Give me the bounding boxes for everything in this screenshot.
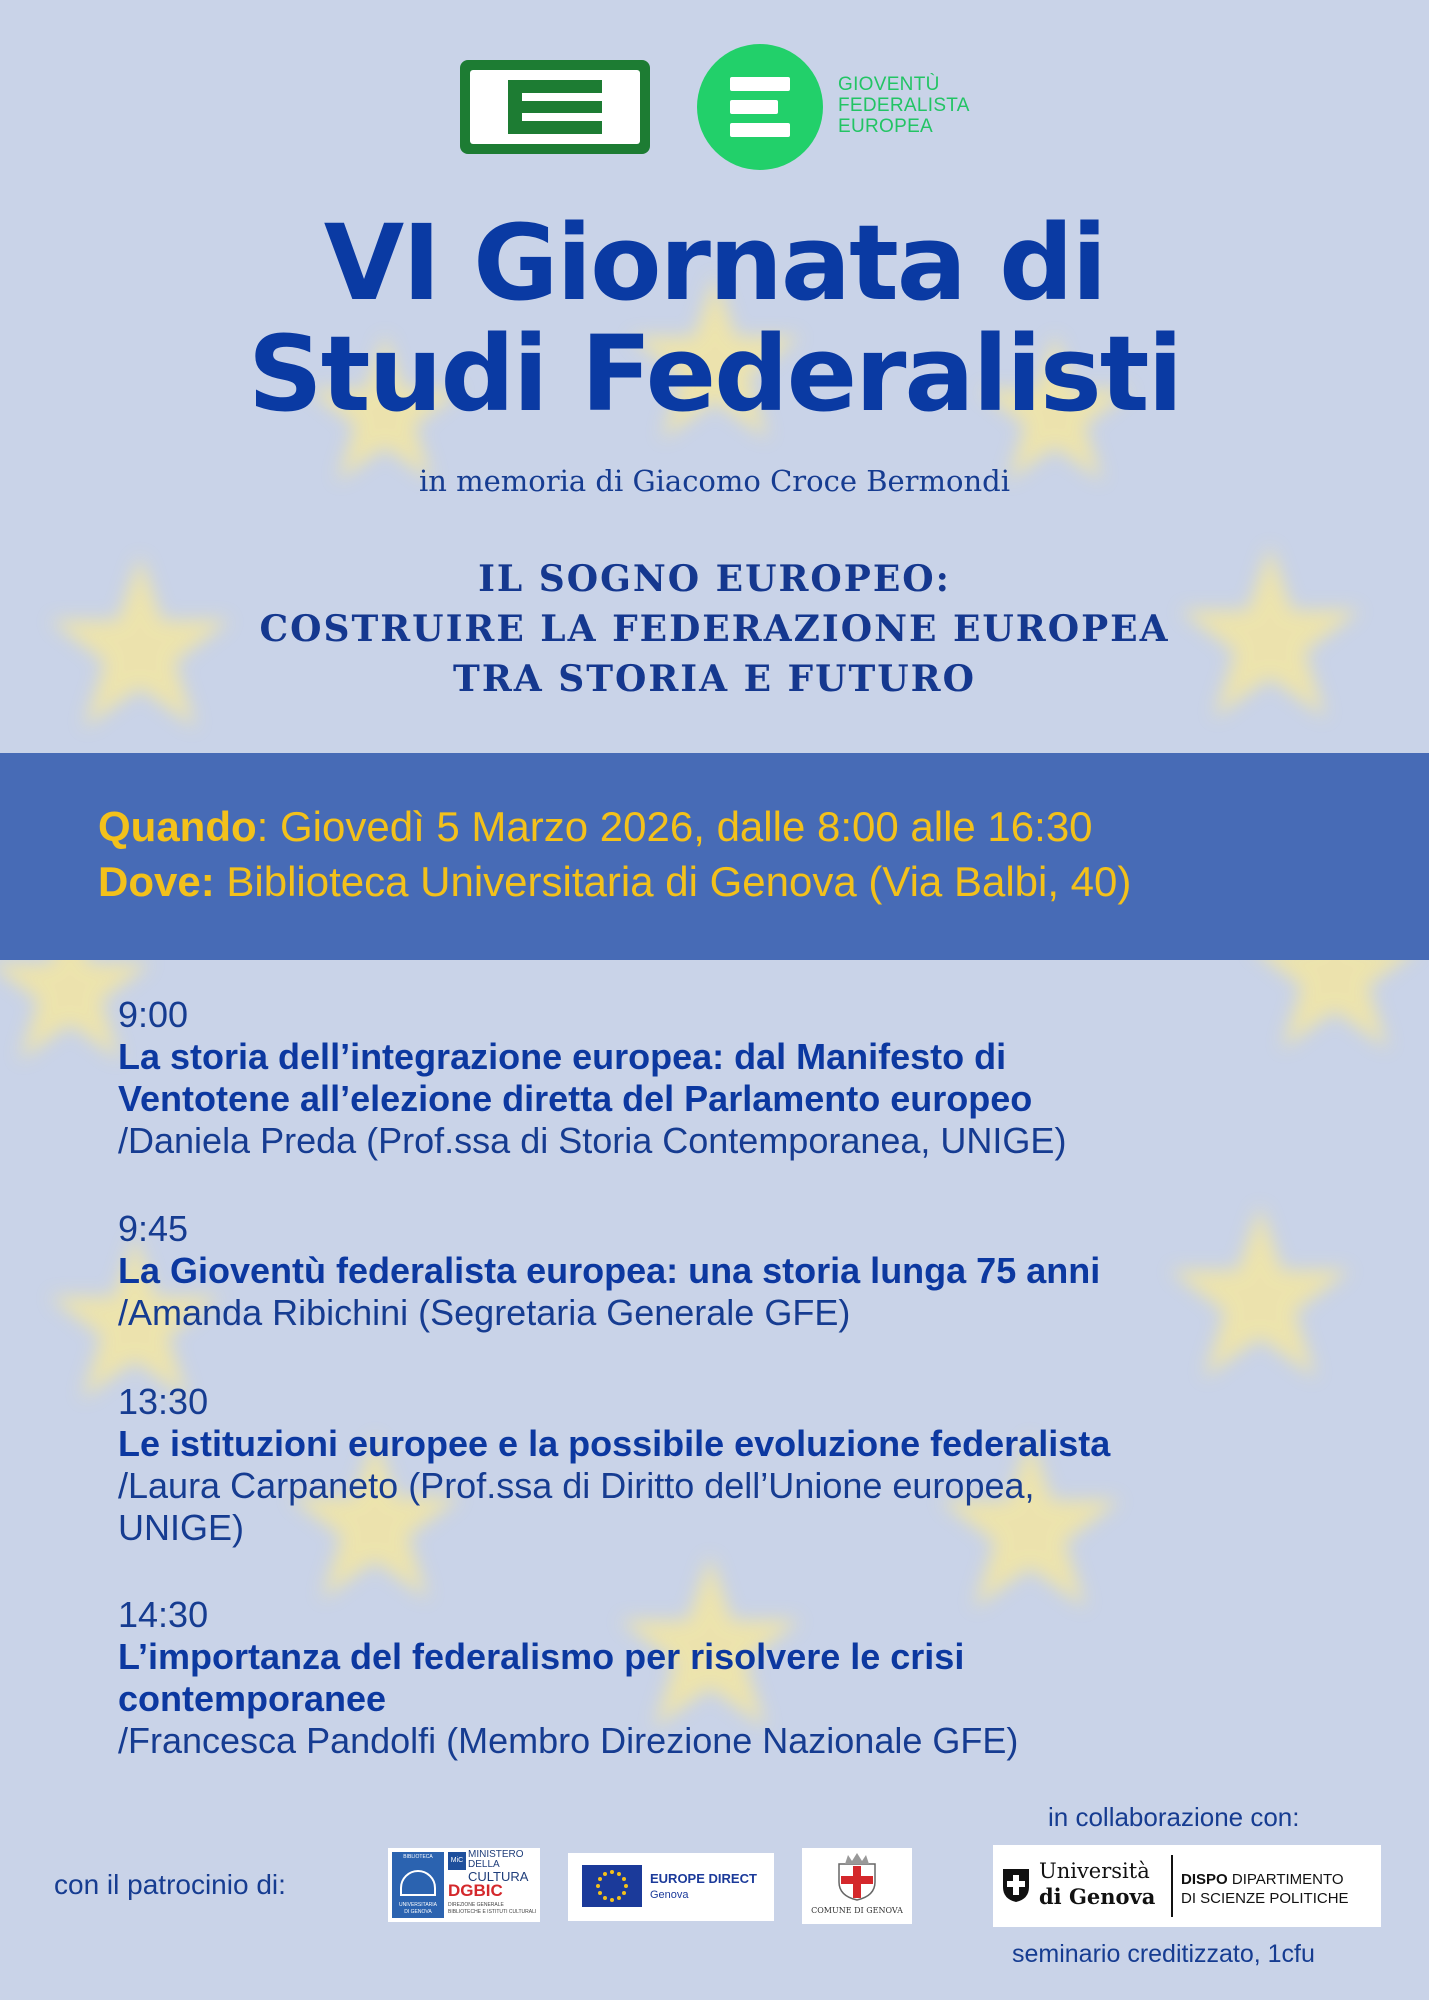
collaboration-label: in collaborazione con: [1048,1802,1300,1832]
when-line [98,803,1093,851]
when-value: : Giovedì 5 Marzo 2026, dalle 8:00 alle 16:30 [256,803,1093,850]
agenda-talk-title: Le istituzioni europee e la possibile evoluzione federalista [118,1423,1111,1464]
divider [1171,1855,1173,1917]
biblioteca-mic-logo: BIBLIOTECA UNIVERSITARIA DI GENOVA MiC MINISTERO DELLA CULTURA DGBIC DIREZIONE GENERALE BIBLIOTECHE E ISTITUTI CULTURALI [388,1848,540,1922]
page-subtitle: in memoria di Giacomo Croce Bermondi [418,464,1011,498]
unige-shield-icon [1001,1867,1031,1903]
agenda-talk-title: La storia dell’integrazione europea: dal Manifesto di [118,1036,1007,1077]
where-label: Dove: [98,858,215,905]
theme-line2: COSTRUIRE LA FEDERAZIONE EUROPEA [259,608,1170,650]
agenda-item [118,1381,1378,1549]
agenda-item [118,994,1378,1162]
agenda-speaker: UNIGE) [118,1507,244,1548]
gfe-logo [697,44,823,170]
agenda-time: 13:30 [118,1381,209,1422]
agenda-time: 14:30 [118,1594,209,1635]
agenda-time: 9:00 [118,994,189,1035]
where-value: Biblioteca Universitaria di Genova (Via Balbi, 40) [214,858,1132,905]
eu-flag-icon [582,1865,642,1907]
where-line [98,858,1131,906]
page-title-line2: Studi Federalisti [247,313,1182,435]
agenda-speaker: /Francesca Pandolfi (Membro Direzione Nazionale GFE) [118,1720,1019,1761]
page-title-line1: VI Giornata di [323,202,1106,324]
library-icon: BIBLIOTECA UNIVERSITARIA DI GENOVA [392,1852,444,1918]
agenda-speaker: /Daniela Preda (Prof.ssa di Storia Contemporanea, UNIGE) [118,1120,1067,1161]
theme-line3: TRA STORIA E FUTURO [453,658,976,700]
patronage-label: con il patrocinio di: [54,1869,286,1900]
genova-crest-icon [830,1852,884,1902]
agenda-talk-title: contemporanee [118,1678,387,1719]
unige-dispo-logo: Università di Genova DISPO DIPARTIMENTO DI SCIENZE POLITICHE [993,1845,1381,1927]
when-label: Quando [98,803,257,850]
agenda-time: 9:45 [118,1208,189,1249]
comune-genova-logo: COMUNE DI GENOVA [802,1848,912,1924]
gfe-logo-text: GIOVENTÙ FEDERALISTA EUROPEA [838,74,970,137]
event-info-band [0,753,1429,960]
credit-note: seminario creditizzato, 1cfu [1012,1940,1315,1968]
mfe-logo [460,60,650,154]
agenda-talk-title: L’importanza del federalismo per risolvere le crisi [118,1636,965,1677]
agenda-talk-title: Ventotene all’elezione diretta del Parlamento europeo [118,1078,1033,1119]
agenda-talk-title: La Gioventù federalista europea: una storia lunga 75 anni [118,1250,1101,1291]
theme-line1: IL SOGNO EUROPEO: [478,558,951,600]
europe-direct-logo: EUROPE DIRECT Genova [568,1853,774,1921]
dispo-text: DISPO DIPARTIMENTO [1181,1871,1344,1888]
agenda-speaker: /Amanda Ribichini (Segretaria Generale GFE) [118,1292,851,1333]
agenda-item [118,1208,1378,1334]
agenda-item [118,1594,1378,1762]
agenda-speaker: /Laura Carpaneto (Prof.ssa di Diritto dell’Unione europea, [118,1465,1035,1506]
